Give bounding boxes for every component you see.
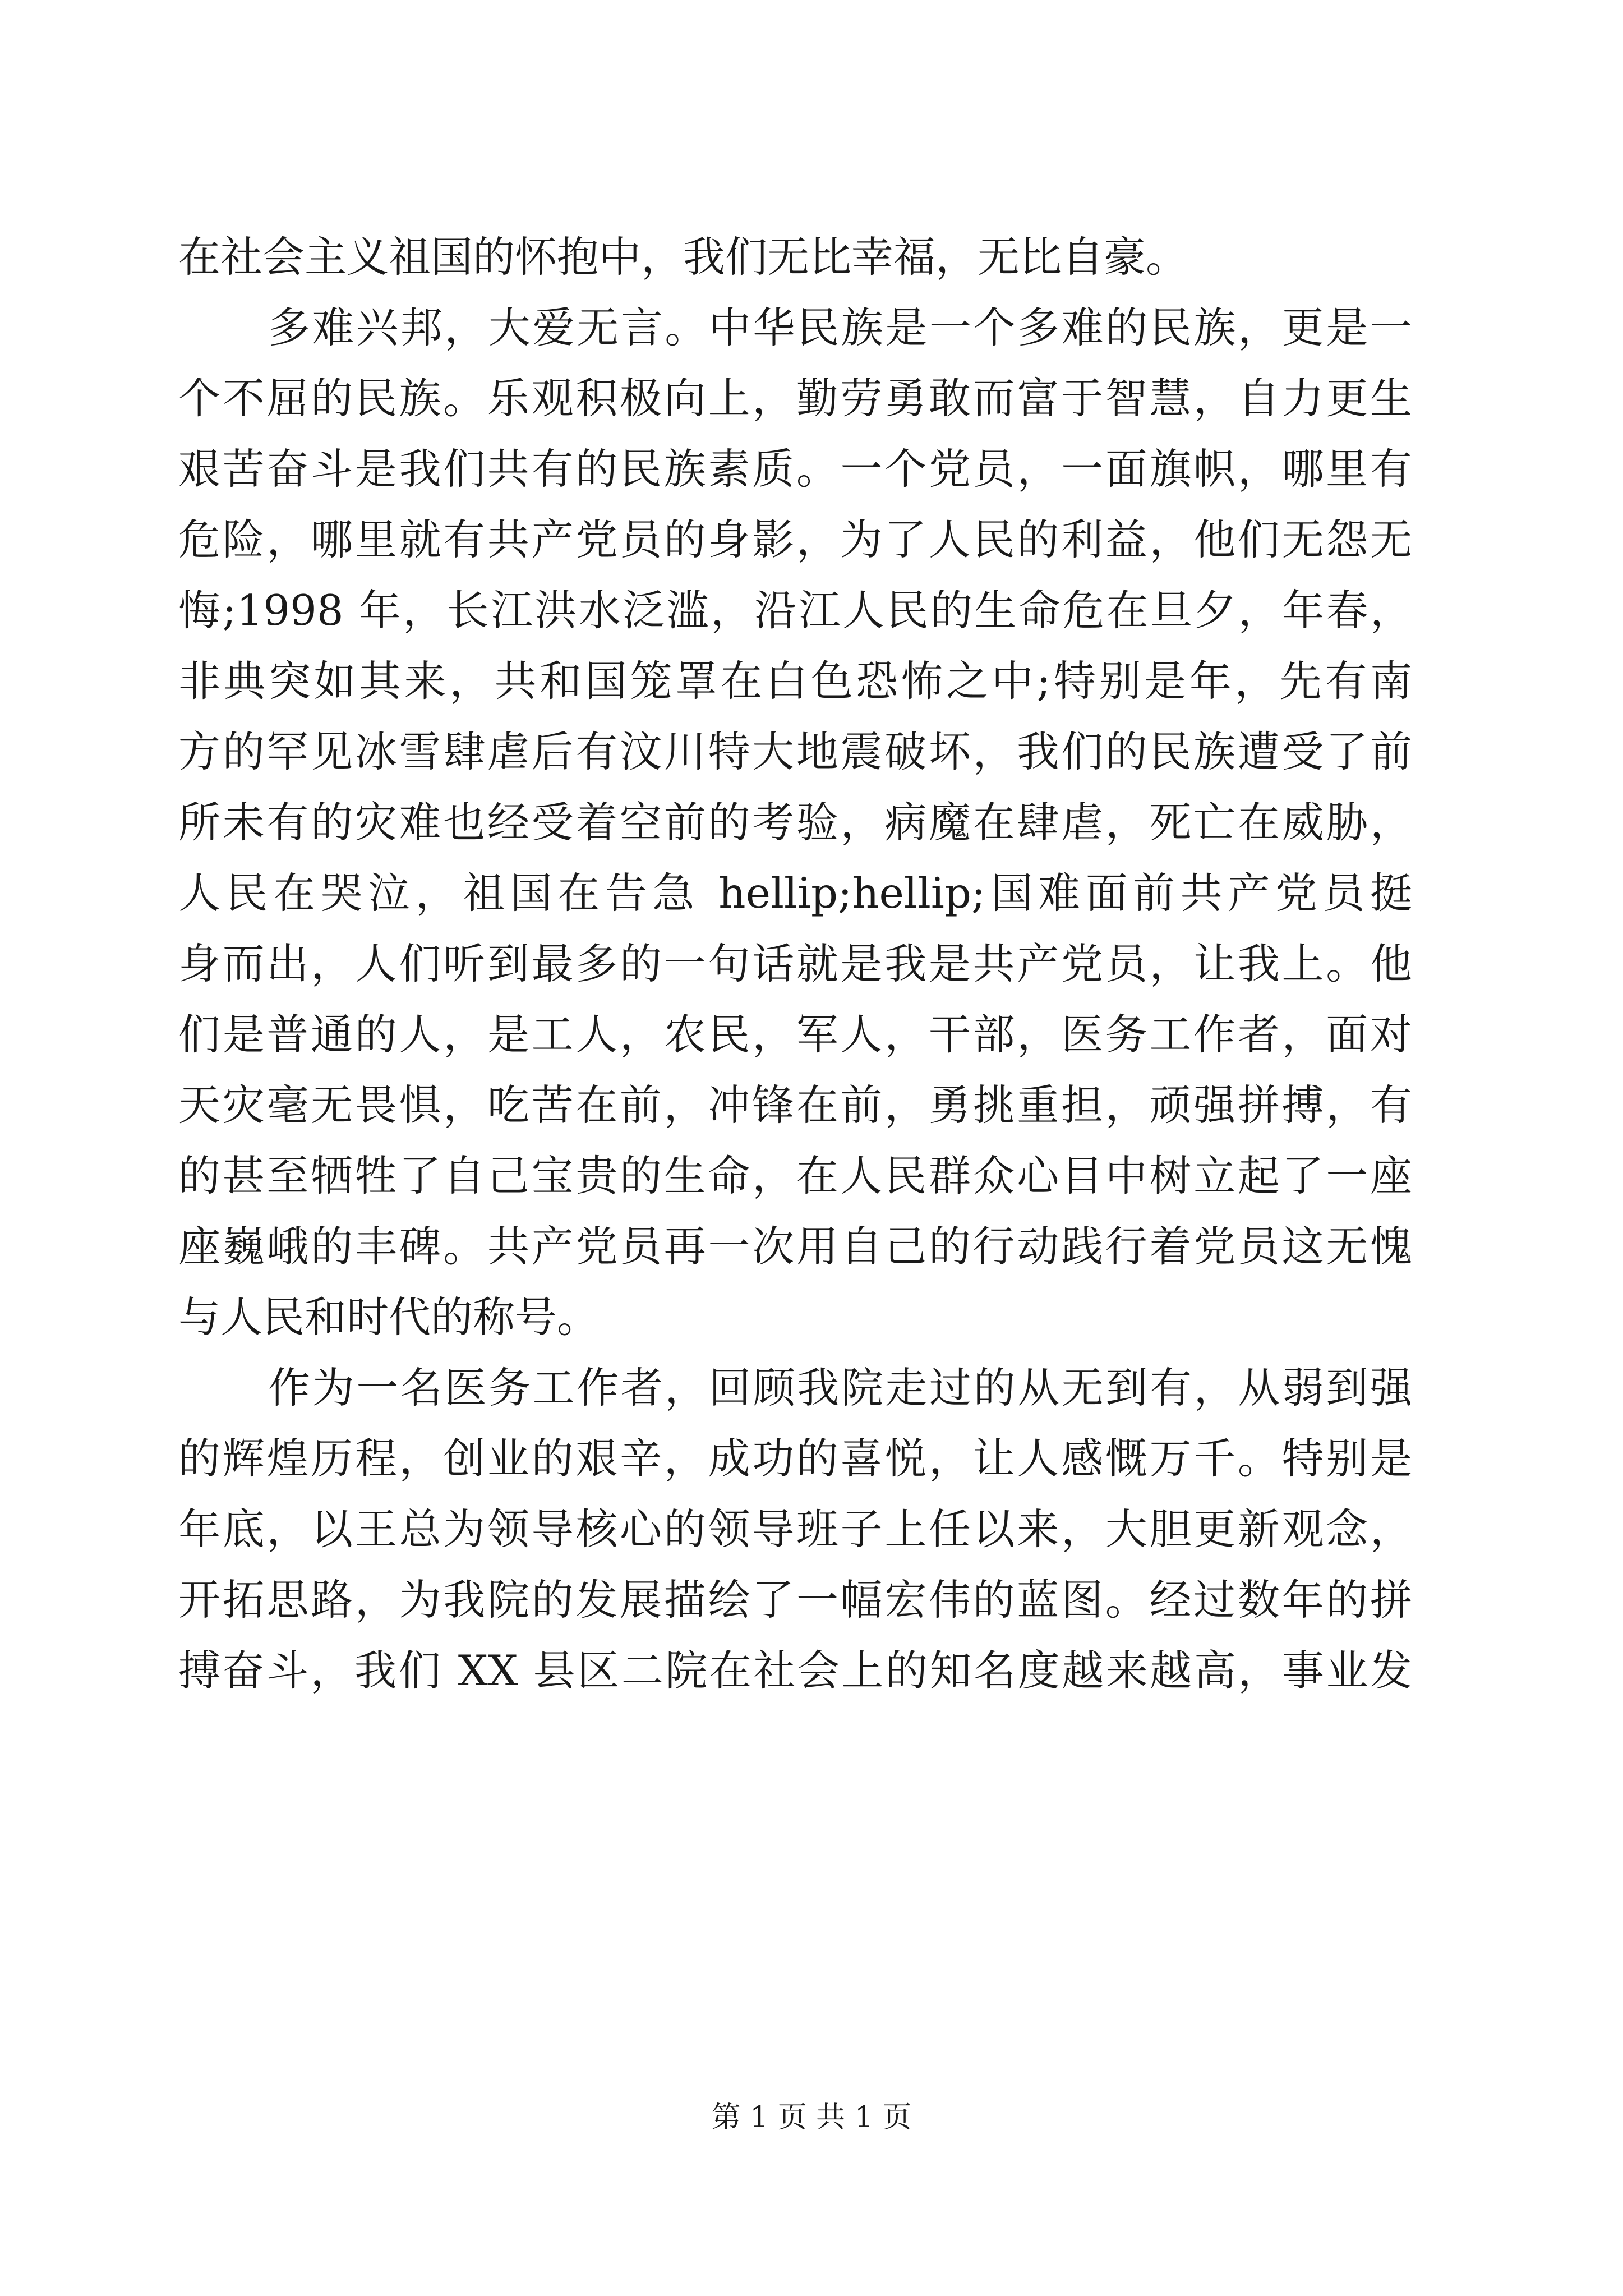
text-line: 悔;1998 年，长江洪水泛滥，沿江人民的生命危在旦夕，年春，: [178, 586, 1412, 635]
text-line: 在社会主义祖国的怀抱中，我们无比幸福，无比自豪。: [178, 232, 1188, 282]
text-line: 非典突如其来，共和国笼罩在白色恐怖之中;特别是年，先有南: [178, 656, 1412, 706]
text-line: 方的罕见冰雪肆虐后有汶川特大地震破坏，我们的民族遭受了前: [178, 727, 1412, 776]
text-line: 所未有的灾难也经受着空前的考验，病魔在肆虐，死亡在威胁，: [178, 798, 1412, 847]
text-line: 个不屈的民族。乐观积极向上，勤劳勇敢而富于智慧，自力更生: [178, 374, 1412, 423]
text-line: 天灾毫无畏惧，吃苦在前，冲锋在前，勇挑重担，顽强拼搏，有: [178, 1080, 1412, 1130]
text-line: 开拓思路，为我院的发展描绘了一幅宏伟的蓝图。经过数年的拼: [178, 1575, 1412, 1625]
text-line: 危险，哪里就有共产党员的身影，为了人民的利益，他们无怨无: [178, 515, 1412, 564]
text-line: 的甚至牺牲了自己宝贵的生命，在人民群众心目中树立起了一座: [178, 1151, 1412, 1200]
text-line: 人民在哭泣，祖国在告急 hellip;hellip;国难面前共产党员挺: [178, 868, 1412, 918]
text-line: 们是普通的人，是工人，农民，军人，干部，医务工作者，面对: [178, 1010, 1412, 1059]
text-line: 身而出，人们听到最多的一句话就是我是共产党员，让我上。他: [178, 939, 1412, 988]
document-body: [178, 222, 1412, 1706]
text-line: 与人民和时代的称号。: [178, 1292, 600, 1342]
text-line: 多难兴邦，大爱无言。中华民族是一个多难的民族，更是一: [268, 303, 1412, 352]
text-line: 作为一名医务工作者，回顾我院走过的从无到有，从弱到强: [268, 1363, 1412, 1412]
text-line: 座巍峨的丰碑。共产党员再一次用自己的行动践行着党员这无愧: [178, 1222, 1412, 1271]
text-line: 年底，以王总为领导核心的领导班子上任以来，大胆更新观念，: [178, 1504, 1412, 1554]
text-line: 的辉煌历程，创业的艰辛，成功的喜悦，让人感慨万千。特别是: [178, 1434, 1412, 1483]
page-number-footer: 第 1 页 共 1 页: [711, 2101, 912, 2134]
text-line: 搏奋斗，我们 XX 县区二院在社会上的知名度越来越高，事业发: [178, 1646, 1412, 1695]
text-line: 艰苦奋斗是我们共有的民族素质。一个党员，一面旗帜，哪里有: [178, 444, 1412, 494]
